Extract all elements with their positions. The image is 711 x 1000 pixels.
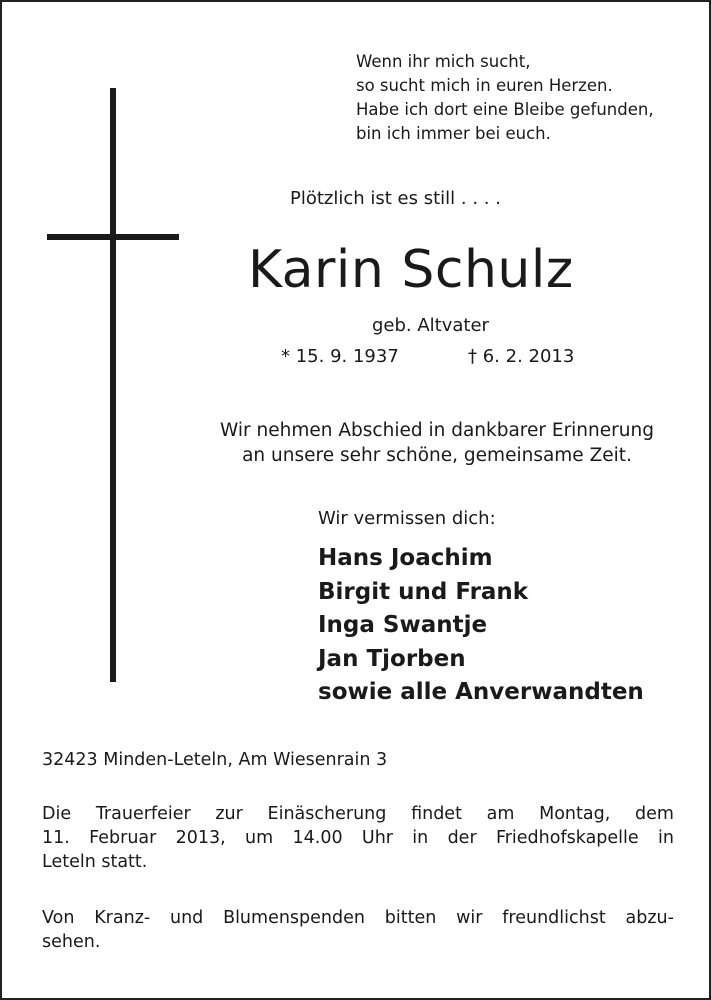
poem-verse <box>356 50 696 146</box>
flowers-line <box>42 906 674 930</box>
word: bitten <box>384 908 437 928</box>
ceremony-info <box>42 802 674 874</box>
word: Blumenspenden <box>223 908 365 928</box>
word: findet <box>411 804 462 824</box>
word: 11. <box>42 828 70 848</box>
flowers-request <box>42 906 674 954</box>
farewell-text <box>182 418 692 468</box>
word: Die <box>42 804 72 824</box>
word: in <box>412 828 429 848</box>
family-address: 32423 Minden-Leteln, Am Wiesenrain 3 <box>42 750 388 770</box>
word: in <box>657 828 674 848</box>
word: Montag, <box>539 804 611 824</box>
word: Von <box>42 908 75 928</box>
mourner-name: Inga Swantje <box>318 612 488 638</box>
word: Februar <box>89 828 157 848</box>
mourner-name: Hans Joachim <box>318 545 493 571</box>
mourner-name: Jan Tjorben <box>318 645 466 672</box>
word: Leteln statt. <box>42 852 148 872</box>
word: und <box>169 908 204 928</box>
deceased-name: Karin Schulz <box>248 240 574 300</box>
word: 14.00 <box>292 828 343 848</box>
death-date: † 6. 2. 2013 <box>468 346 575 367</box>
poem-line: Habe ich dort eine Bleibe gefunden, <box>356 100 654 119</box>
word: am <box>486 804 515 824</box>
farewell-line: Wir nehmen Abschied in dankbarer Erinnerung <box>220 420 654 441</box>
ceremony-line <box>42 802 674 826</box>
maiden-name: geb. Altvater <box>372 315 489 336</box>
word: Trauerfeier <box>95 804 191 824</box>
word: um <box>245 828 274 848</box>
word: wir <box>456 908 483 928</box>
mourners-heading: Wir vermissen dich: <box>318 508 496 529</box>
mourners-list <box>318 542 644 710</box>
poem-line: Wenn ihr mich sucht, <box>356 52 531 71</box>
word: Kranz- <box>94 908 151 928</box>
birth-date: * 15. 9. 1937 <box>281 346 399 367</box>
word: dem <box>634 804 674 824</box>
word: Friedhofskapelle <box>495 828 639 848</box>
word: abzu- <box>625 908 674 928</box>
word: Einäscherung <box>267 804 387 824</box>
farewell-line: an unsere sehr schöne, gemeinsame Zeit. <box>242 445 632 466</box>
ceremony-line <box>42 850 674 874</box>
word: freundlichst <box>502 908 606 928</box>
word: der <box>447 828 477 848</box>
word: sehen. <box>42 932 101 952</box>
flowers-line <box>42 930 674 954</box>
word: zur <box>215 804 243 824</box>
poem-line: so sucht mich in euren Herzen. <box>356 76 613 95</box>
cross-vertical-bar <box>110 88 116 682</box>
word: 2013, <box>175 828 226 848</box>
intro-text: Plötzlich ist es still . . . . <box>290 188 501 209</box>
mourner-name: sowie alle Anverwandten <box>318 679 644 705</box>
ceremony-line <box>42 826 674 850</box>
mourner-name: Birgit und Frank <box>318 578 529 605</box>
poem-line: bin ich immer bei euch. <box>356 124 551 143</box>
cross-horizontal-bar <box>47 234 179 240</box>
word: Uhr <box>361 828 393 848</box>
